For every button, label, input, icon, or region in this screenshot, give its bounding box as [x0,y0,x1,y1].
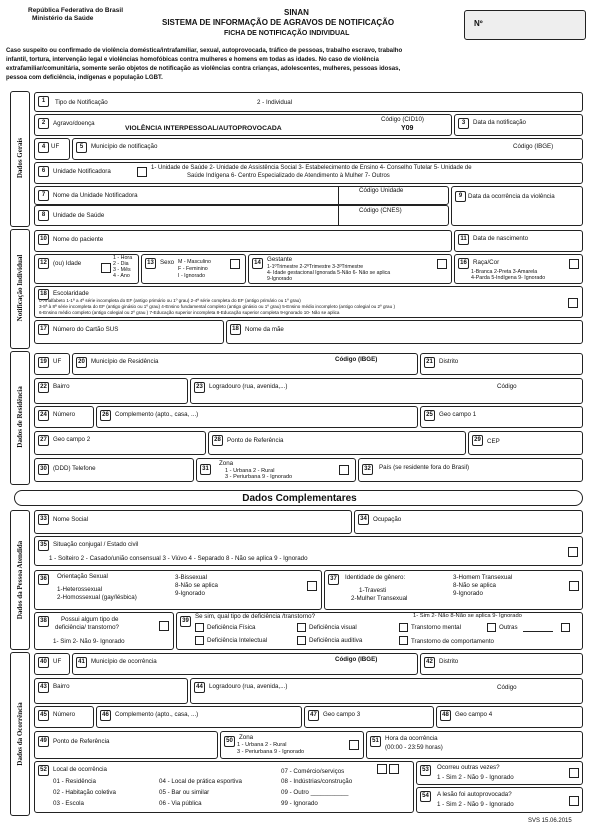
form-title: FICHA DE NOTIFICAÇÃO INDIVIDUAL [224,30,350,37]
field-number: 49 [38,736,49,747]
field-numero-ocorrencia[interactable] [34,706,94,728]
zona-option: 3 - Periurbana 9 - Ignorado [225,474,293,480]
field-label: Sexo [160,259,175,266]
unidade-options-1: 1- Unidade de Saúde 2- Unidade de Assistência Social 3- Estabelecimento de Ensino 4- Conselho Tutelar 5- Unidade de [151,165,472,171]
field-number: 46 [100,710,111,721]
footer-version: SVS 15.06.2015 [528,818,572,824]
dados-complementares-banner [14,490,583,506]
field-label: Unidade Notificadora [53,168,111,175]
idade-option: 4 - Ano [113,273,130,279]
field-label: Bairro [53,683,70,690]
unidade-options-2: Saúde Indígena 6- Centro Especializado de Atendimento à Mulher 7- Outros [187,173,390,179]
field-label: UF [51,143,60,150]
field-label: Município de notificação [91,143,158,150]
field-label: CEP [487,438,500,445]
field-number: 18 [230,324,241,335]
zona-option: 1 - Urbana 2 - Rural [225,468,275,474]
cnes-label: Código (CNES) [359,207,402,214]
deficiencia-fisica-label: Deficiência Física [207,624,256,631]
field-cartao-sus[interactable] [34,320,224,344]
field-label: Ponto de Referência [227,437,284,444]
sexo-checkbox[interactable] [230,259,240,269]
field-number: 20 [76,357,87,368]
deficiencia-checkbox[interactable] [159,621,169,631]
field-number: 54 [420,791,431,802]
field-tipo-notificacao[interactable] [34,92,583,112]
unidade-checkbox[interactable] [137,167,147,177]
field-geo-campo-3[interactable] [304,706,434,728]
idade-option: 2 - Dia [113,261,129,267]
field-number: 43 [38,682,49,693]
field-label: UF [53,658,62,665]
field-label: Se sim, qual tipo de deficiência /transtorno? [195,613,316,620]
field-nome-social[interactable] [34,510,352,534]
codigo-label: Código [497,684,517,691]
deficiencia-options: 1- Sim 2- Não 9- Ignorado [53,638,125,645]
field-tipo-deficiencia[interactable] [176,612,583,650]
field-ocorreu-outras-vezes[interactable] [416,761,583,785]
number-label: Nº [474,19,483,28]
situacao-options: 1 - Solteiro 2 - Casado/união consensual 3 - Viúvo 4 - Separado 8 - Não se aplica 9 - Ignorado [49,555,308,562]
raca-option: 4-Parda 5-Indígena 9- Ignorado [471,275,546,281]
escolaridade-checkbox[interactable] [568,298,578,308]
local-option: 06 - Via pública [159,800,202,807]
field-label: Geo campo 2 [53,436,91,443]
field-number: 2 [38,118,49,129]
escolaridade-option: 0-Analfabeto 1-1ª a 4ª série incompleta do EF (antigo primário ou 1º grau) 2-4ª série completa do EF (antigo primário ou 1º grau) [39,298,301,303]
field-data-nascimento[interactable] [454,230,583,252]
field-number: 44 [194,682,205,693]
codigo-unidade-label: Código Unidade [359,187,404,194]
field-number: 22 [38,382,49,393]
identidade-option: 9-Ignorado [453,590,483,597]
field-complemento-ocorrencia[interactable] [96,706,302,728]
field-label: Ponto de Referência [53,738,110,745]
ibge-label: Código (IBGE) [513,143,554,150]
field-ponto-referencia-residencia[interactable] [208,431,466,455]
ibge-label: Código (IBGE) [335,656,378,663]
field-logradouro-ocorrencia[interactable] [190,678,583,704]
transtorno-mental-checkbox[interactable] [399,623,408,632]
field-label: Distrito [439,358,459,365]
field-number: 39 [180,616,191,627]
local-option: 08 - Indústrias/construção [281,778,353,785]
intro-line-4: pessoa com deficiência, indígenas e população LGBT. [6,74,163,81]
field-number: 45 [38,710,49,721]
local-option: 05 - Bar ou similar [159,789,210,796]
gestante-option: 4- Idade gestacional Ignorada 5-Não 6- Não se aplica [267,270,391,276]
zona-checkbox[interactable] [349,740,359,750]
field-complemento-residencia[interactable] [96,406,418,428]
escolaridade-option: 6-Ensino médio completo (antigo colegial ou 2º grau ) 7-Educação superior incompleta 8-Educação superior completa 9-Ignorado 10- Não se aplica [39,310,340,315]
cid-label: Código (CID10) [381,116,424,123]
orientacao-checkbox[interactable] [307,581,317,591]
field-number: 16 [458,258,469,269]
field-label: Identidade de gênero: [345,574,406,581]
raca-checkbox[interactable] [569,259,579,269]
field-zona-residencia[interactable] [196,458,356,482]
field-numero-residencia[interactable] [34,406,94,428]
autoprovocada-options: 1 - Sim 2 - Não 9 - Ignorado [437,801,514,808]
field-label: Geo campo 1 [439,411,477,418]
field-value: 2 - Individual [257,99,293,106]
field-number: 21 [424,357,435,368]
field-idade[interactable] [34,254,139,284]
intro-line-3: extrafamiliar/comunitária, somente serão objetos de notificação as violências contra crianças, adolescentes, mulheres, pessoas idosas, [6,65,401,72]
field-number: 38 [38,616,49,627]
field-hora-ocorrencia[interactable] [366,731,583,759]
deficiencia-intelectual-checkbox[interactable] [195,636,204,645]
field-number: 10 [38,234,49,245]
orientacao-option: 1-Heterossexual [57,586,103,593]
tipo-deficiencia-options: 1- Sim 2- Não 8-Não se aplica 9- Ignorado [413,613,522,619]
field-number: 28 [212,435,223,446]
notification-number-box[interactable] [464,10,586,40]
field-distrito-ocorrencia[interactable] [420,653,583,675]
sexo-option: F - Feminino [178,266,208,272]
identidade-checkbox[interactable] [569,581,579,591]
identidade-option: 1-Travesti [359,587,387,594]
orientacao-option: 8-Não se aplica [175,582,218,589]
field-number: 53 [420,765,431,776]
idade-option: 1 - Hora [113,255,133,261]
local-option: 99 - Ignorado [281,800,318,807]
section-label-residencia: Dados de Residência [16,386,24,448]
orientacao-option: 2-Homossexual (gay/lésbica) [57,594,137,601]
orientacao-option: 9-Ignorado [175,590,205,597]
field-number: 32 [362,464,373,475]
field-number: 29 [472,435,483,446]
field-number: 5 [76,142,87,153]
field-number: 1 [38,96,49,107]
ibge-label: Código (IBGE) [335,356,378,363]
field-number: 8 [38,210,49,221]
field-identidade-genero[interactable] [324,570,583,610]
field-label: Número [53,711,76,718]
outras-label: Outras [499,624,518,631]
local-checkbox-1[interactable] [377,764,387,774]
field-municipio-notificacao[interactable] [72,138,583,160]
ministry-logo-area [4,7,142,37]
field-label: Logradouro (rua, avenida,...) [209,683,288,690]
field-possui-deficiencia[interactable] [34,612,174,650]
field-number: 3 [458,118,469,129]
field-bairro-residencia[interactable] [34,378,188,404]
zona-option: 1 - Urbana 2 - Rural [237,742,287,748]
field-label: Zona [239,734,254,741]
zona-checkbox[interactable] [339,465,349,475]
local-option: 04 - Local de prática esportiva [159,778,242,785]
field-unidade-saude[interactable] [34,205,449,226]
field-label: Data de nascimento [473,235,529,242]
field-number: 31 [200,464,211,475]
identidade-option: 3-Homem Transexual [453,574,513,581]
field-label: Local de ocorrência [53,766,108,773]
field-label: Nome do paciente [53,236,104,243]
field-number: 12 [38,258,49,269]
field-number: 18 [38,289,49,300]
field-number: 9 [455,191,466,202]
orientacao-option: 3-Bissexual [175,574,207,581]
field-nome-unidade[interactable] [34,186,449,205]
field-zona-ocorrencia[interactable] [220,731,364,759]
field-number: 27 [38,435,49,446]
field-logradouro-residencia[interactable] [190,378,583,404]
field-label: Ocupação [373,516,402,523]
field-label: Bairro [53,383,70,390]
field-pais[interactable] [358,458,583,482]
field-number: 40 [38,657,49,668]
field-label: Município de Residência [91,358,159,365]
field-label: Gestante [267,256,293,263]
field-label: Distrito [439,658,459,665]
cid-value: Y09 [401,125,414,132]
field-gestante[interactable] [248,254,452,284]
field-uf-ocorrencia[interactable] [34,653,70,675]
field-number: 23 [194,382,205,393]
field-telefone[interactable] [34,458,194,482]
field-label: Complemento (apto., casa, ...) [115,711,199,718]
deficiencia-auditiva-label: Deficiência auditiva [309,637,363,644]
field-distrito-residencia[interactable] [420,353,583,375]
field-number: 24 [38,410,49,421]
field-number: 17 [38,324,49,335]
field-orientacao-sexual[interactable] [34,570,322,610]
field-raca-cor[interactable] [454,254,583,284]
field-label: Data da notificação [473,119,526,126]
field-label: Ocorreu outras vezes? [437,764,500,771]
deficiencia-fisica-checkbox[interactable] [195,623,204,632]
outras-vezes-checkbox[interactable] [569,768,579,778]
field-cep[interactable] [468,431,583,455]
local-checkbox-2[interactable] [389,764,399,774]
identidade-option: 2-Mulher Transexual [351,595,408,602]
field-number: 26 [100,410,111,421]
field-municipio-ocorrencia[interactable] [72,653,418,675]
field-ponto-referencia-ocorrencia[interactable] [34,731,218,759]
ministry-text: Ministério da Saúde [32,15,94,22]
field-geo-campo-4[interactable] [436,706,583,728]
local-option: 07 - Comércio/serviços [281,768,345,775]
transtorno-comportamento-checkbox[interactable] [399,636,408,645]
local-option: 01 - Residência [53,778,96,785]
field-number: 13 [145,258,156,269]
field-number: 33 [38,514,49,525]
field-number: 6 [38,166,49,177]
field-agravo[interactable] [34,114,452,136]
field-label: A lesão foi autoprovocada? [437,791,512,798]
zona-option: 3 - Periurbana 9 - Ignorado [237,749,305,755]
field-label: Data da ocorrência da violência [468,193,555,200]
field-label: Número do Cartão SUS [53,326,119,333]
unidade-divider [338,186,339,226]
deficiencia-auditiva-checkbox[interactable] [297,636,306,645]
field-label: Situação conjugal / Estado civil [53,541,139,548]
sinan-title: SINAN [284,8,309,17]
local-option: 09 - Outro ___________ [281,789,349,796]
field-label: Número [53,411,76,418]
field-number: 41 [76,657,87,668]
field-label: deficiência/ transtorno? [55,624,119,631]
republic-text: República Federativa do Brasil [28,7,124,14]
field-data-notificacao[interactable] [454,114,583,136]
raca-option: 1-Branca 2-Preta 3-Amarela [471,269,538,275]
field-lesao-autoprovocada[interactable] [416,787,583,813]
field-municipio-residencia[interactable] [72,353,418,375]
idade-checkbox[interactable] [101,263,111,273]
escolaridade-option: 3-5ª à 8ª série incompleta do EF (antigo ginásio ou 1º grau) 4-Ensino fundamental completo (antigo ginásio ou 1º grau) 5-Ensino médio incompleto (antigo colegial ou 2º grau ) [39,304,395,309]
field-number: 37 [328,574,339,585]
system-title: SISTEMA DE INFORMAÇÃO DE AGRAVOS DE NOTIFICAÇÃO [162,18,395,27]
deficiencia-visual-checkbox[interactable] [297,623,306,632]
field-number: 42 [424,657,435,668]
outras-vezes-options: 1 - Sim 2 - Não 9 - Ignorado [437,774,514,781]
section-label-ocorrencia: Dados da Ocorrência [16,702,24,766]
field-label: Nome Social [53,516,89,523]
field-number: 4 [38,142,49,153]
field-label: Zona [219,460,234,467]
field-label: UF [53,358,62,365]
transtorno-comportamento-label: Transtorno de comportamento [411,638,494,645]
field-number: 52 [38,765,49,776]
field-number: 48 [440,710,451,721]
codigo-label: Código [497,383,517,390]
outras-underline [523,631,553,632]
intro-line-2: infantil, tortura, intervenção legal e violências homofóbicas contra mulheres e homens em todas as idades. No caso de violência [6,56,379,63]
outras-checkbox[interactable] [487,623,496,632]
field-ocupacao[interactable] [354,510,583,534]
intro-line-1: Caso suspeito ou confirmado de violência doméstica/intrafamiliar, sexual, autoprovocada, tráfico de pessoas, trabalho escravo, trabalho [6,47,403,54]
field-label: Nome da mãe [245,326,284,333]
gestante-option: 9-Ignorado [267,276,293,282]
field-number: 30 [38,464,49,475]
field-number: 34 [358,514,369,525]
field-uf-notificacao[interactable] [34,138,70,160]
field-bairro-ocorrencia[interactable] [34,678,188,704]
field-number: 47 [308,710,319,721]
outras-extra-checkbox[interactable] [561,623,570,632]
field-number: 35 [38,540,49,551]
sexo-option: M - Masculino [178,259,211,265]
deficiencia-visual-label: Deficiência visual [309,624,357,631]
gestante-option: 1-1ºTrimestre 2-2ºTrimestre 3-3ºTrimestre [267,264,364,270]
field-number: 50 [224,736,235,747]
hora-hint: (00:00 - 23:59 horas) [385,744,443,751]
field-escolaridade[interactable] [34,286,583,318]
field-label: Agravo/doença [53,120,95,127]
field-nome-paciente[interactable] [34,230,452,252]
agravo-value: VIOLÊNCIA INTERPESSOAL/AUTOPROVOCADA [125,125,282,132]
field-number: 7 [38,190,49,201]
field-label: Geo campo 3 [323,711,361,718]
field-label: Geo campo 4 [455,711,493,718]
field-label: Complemento (apto., casa, ...) [115,411,199,418]
field-unidade-notificadora[interactable] [34,162,583,184]
field-label: Tipo de Notificação [55,99,108,106]
complementares-title: Dados Complementares [242,493,357,504]
section-label-dados-gerais: Dados Gerais [16,137,24,179]
deficiencia-intelectual-label: Deficiência Intelectual [207,637,268,644]
field-label: Município de ocorrência [91,658,157,665]
field-label: Logradouro (rua, avenida,...) [209,383,288,390]
field-situacao-conjugal[interactable] [34,536,583,566]
field-label: (ou) Idade [53,260,82,267]
field-label: Unidade de Saúde [53,212,105,219]
situacao-checkbox[interactable] [568,547,578,557]
local-option: 02 - Habitação coletiva [53,789,116,796]
field-uf-residencia[interactable] [34,353,70,375]
field-number: 36 [38,574,49,585]
field-label: Hora da ocorrência [385,735,438,742]
field-label: Raça/Cor [473,259,500,266]
local-option: 03 - Escola [53,800,84,807]
transtorno-mental-label: Transtorno mental [411,624,461,631]
field-number: 51 [370,736,381,747]
field-label: Orientação Sexual [57,573,108,580]
sexo-option: I - Ignorado [178,273,206,279]
autoprovocada-checkbox[interactable] [569,796,579,806]
gestante-checkbox[interactable] [437,259,447,269]
field-geo-campo-1[interactable] [420,406,583,428]
field-label: (DDD) Telefone [53,465,96,472]
field-label: Nome da Unidade Notificadora [53,192,138,199]
identidade-option: 8-Não se aplica [453,582,496,589]
field-label: País (se residente fora do Brasil) [379,464,470,471]
field-local-ocorrencia[interactable] [34,761,414,813]
field-data-ocorrencia[interactable] [451,186,583,226]
field-label: Possui algum tipo de [61,616,119,623]
section-label-pessoa: Dados da Pessoa Atendida [16,540,24,620]
field-number: 14 [252,258,263,269]
field-sexo[interactable] [141,254,246,284]
section-label-notificacao: Notificação Individual [16,254,24,322]
field-geo-campo-2[interactable] [34,431,206,455]
field-label: Escolaridade [53,290,89,297]
field-number: 19 [38,357,49,368]
idade-option: 3 - Mês [113,267,131,273]
field-number: 25 [424,410,435,421]
field-number: 11 [458,234,469,245]
field-nome-mae[interactable] [226,320,583,344]
